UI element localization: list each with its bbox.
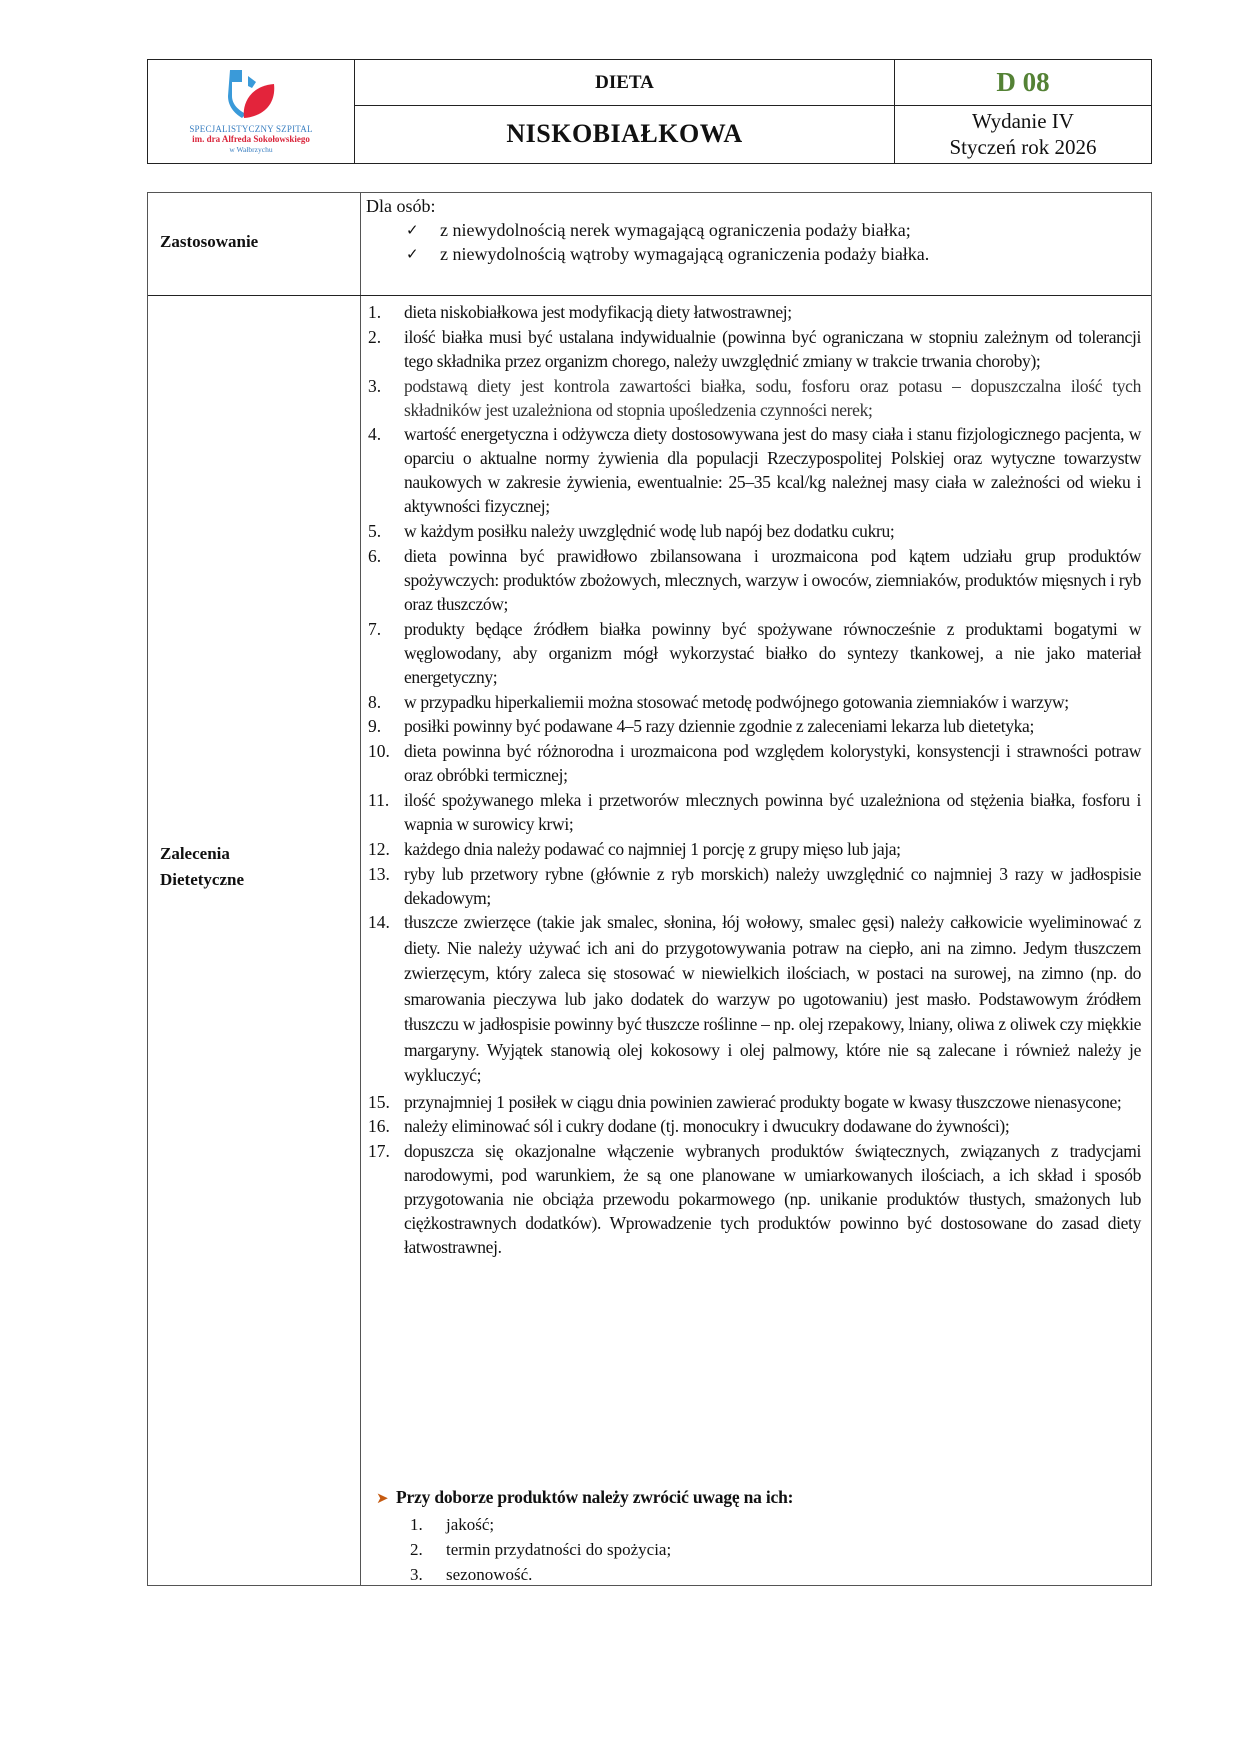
item-text: tłuszcze zwierzęce (takie jak smalec, słonina, łój wołowy, smalec gęsi) należy całkowicie wyeliminować z diety. Nie należy używać ich ani do przygotowywania potraw na ciepło, ani na zimno. Jedym tłuszczem zwierzęcym, który zaleca się stosować w niewielkich ilościach, w postaci na surowej, na zimno (np. do smarowania pieczywa lub jako dodatek do warzyw po ugotowaniu) jest masło. Podstawowym źródłem tłuszczu w jadłospisie powinny być tłuszcze roślinne – np. olej rzepakowy, lniany, oliwa z oliwek czy miękkie margaryny. Wyjątek stanowią olej kokosowy i olej palmowy, które nie są zalecane i również należy je wykluczyć; (404, 912, 1141, 1086)
product-selection-item (410, 1562, 1141, 1587)
item-text: dieta niskobiałkowa jest modyfikacją diety łatwostrawnej; (404, 302, 792, 322)
product-selection-item (410, 1512, 1141, 1537)
item-text: jakość; (446, 1515, 495, 1534)
recommendation-item (368, 714, 1141, 738)
recommendation-item (368, 837, 1141, 861)
recommendations-list (368, 300, 1141, 1260)
logo-line-2: im. dra Alfreda Sokołowskiego (192, 134, 310, 144)
recommendation-item (368, 300, 1141, 324)
recommendation-item (368, 1090, 1141, 1114)
item-number: 4. (368, 424, 382, 445)
application-item (406, 218, 1143, 242)
column-divider (360, 193, 361, 1585)
recommendations-label-line-2: Dietetyczne (160, 870, 245, 889)
item-number: 12. (368, 838, 390, 859)
item-number: 14. (368, 912, 390, 933)
document-title: NISKOBIAŁKOWA (506, 119, 743, 148)
item-number: 1. (410, 1515, 423, 1534)
item-text: termin przydatności do spożycia; (446, 1540, 672, 1559)
meta-cell (895, 60, 1151, 163)
product-selection-item (410, 1537, 1141, 1562)
recommendation-item (368, 1114, 1141, 1138)
recommendation-item (368, 690, 1141, 714)
item-number: 10. (368, 741, 390, 762)
item-text: dopuszcza się okazjonalne włączenie wybranych produktów świątecznych, związanych z tradycjami narodowymi, pod warunkiem, że są one planowane w umiarkowanych ilościach, a ich skład i sposób przygotowania nie obciąża przewodu pokarmowego (np. unikanie produktów tłustych, smażonych lub ciężkostrawnych dodatków). Wprowadzenie tych produktów powinno być dostosowane do zasad diety łatwostrawnej. (404, 1141, 1141, 1258)
recommendation-item (368, 519, 1141, 543)
document-header (147, 59, 1152, 164)
application-intro: Dla osób: (366, 196, 436, 216)
product-selection (376, 1487, 1141, 1587)
item-number: 9. (368, 716, 382, 737)
application-item-text: z niewydolnością wątroby wymagającą ograniczenia podaży białka. (440, 244, 930, 264)
logo-line-1: SPECJALISTYCZNY SZPITAL (189, 124, 313, 134)
recommendations-label-line-1: Zalecenia (160, 844, 230, 863)
product-selection-list (376, 1512, 1141, 1587)
arrow-bullet-icon: ➤ (376, 1488, 389, 1507)
application-item-text: z niewydolnością nerek wymagającą ograniczenia podaży białka; (440, 220, 911, 240)
logo-cell (148, 60, 355, 163)
item-number: 13. (368, 863, 390, 884)
item-text: w każdym posiłku należy uwzględnić wodę lub napój bez dodatku cukru; (404, 521, 895, 542)
item-number: 11. (368, 789, 390, 810)
recommendation-item (368, 739, 1141, 787)
item-text: wartość energetyczna i odżywcza diety dostosowywana jest do masy ciała i stanu fizjologicznego pacjenta, w oparciu o aktualne normy żywienia dla populacji Rzeczypospolitej Polskiej oraz wytyczne towarzystw naukowych w zakresie żywienia, ewentualnie: 25–35 kcal/kg należnej masy ciała w zależności od wieku i aktywności fizycznej; (404, 424, 1141, 517)
recommendation-item (368, 862, 1141, 910)
check-icon: ✓ (406, 221, 419, 239)
title-cell (355, 60, 895, 163)
hospital-logo (148, 60, 354, 163)
item-number: 17. (368, 1141, 390, 1162)
item-number: 3. (368, 375, 382, 396)
recommendation-item (368, 325, 1141, 373)
item-text: w przypadku hiperkaliemii można stosować metodę podwójnego gotowania ziemniaków i warzyw; (404, 691, 1069, 712)
application-item (406, 242, 1143, 266)
recommendations-label (160, 841, 244, 893)
item-text: każdego dnia należy podawać co najmniej 1 porcję z grupy mięso lub jaja; (404, 838, 901, 859)
recommendation-item (368, 422, 1141, 518)
item-number: 15. (368, 1091, 390, 1112)
recommendation-item (368, 788, 1141, 836)
item-text: dieta powinna być różnorodna i urozmaicona pod względem kolorystyki, konsystencji i strawności potraw oraz obróbki termicznej; (404, 741, 1141, 786)
item-number: 6. (368, 545, 382, 566)
item-text: sezonowość. (446, 1565, 533, 1584)
hospital-emblem-icon (226, 68, 278, 124)
document-code: D 08 (996, 67, 1050, 97)
item-text: produkty będące źródłem białka powinny być spożywane równocześnie z produktami bogatymi w węglowodany, aby organizm mógł wykorzystać białko do syntezy tkankowej, a nie jako materiał energetyczny; (404, 618, 1141, 687)
item-number: 3. (410, 1565, 423, 1584)
application-content (366, 193, 1143, 266)
item-text: posiłki powinny być podawane 4–5 razy dziennie zgodnie z zaleceniami lekarza lub dietetyka; (404, 716, 1034, 737)
item-text: ilość spożywanego mleka i przetworów mlecznych powinna być uzależniona od stężenia białka, fosforu i wapnia w surowicy krwi; (404, 789, 1141, 834)
item-number: 2. (368, 326, 382, 347)
item-number: 8. (368, 691, 382, 712)
item-text: dieta powinna być prawidłowo zbilansowana i urozmaicona pod kątem udziału grup produktów spożywczych: produktów zbożowych, mlecznych, warzyw i owoców, ziemniaków, produktów mięsnych i ryb oraz tłuszczów; (404, 545, 1141, 614)
item-text: ilość białka musi być ustalana indywidualnie (powinna być ograniczana w stopniu zależnym od tolerancji tego składnika przez organizm chorego, należy uwzględnić zmiany w trakcie trwania choroby); (404, 326, 1141, 371)
recommendation-item (368, 910, 1141, 1089)
recommendation-item (368, 617, 1141, 689)
item-text: należy eliminować sól i cukry dodane (tj. monocukry i dwucukry dodawane do żywności); (404, 1116, 1010, 1137)
item-number: 5. (368, 521, 382, 542)
item-text: podstawą diety jest kontrola zawartości białka, sodu, fosforu oraz potasu – dopuszczalna ilość tych składników jest uzależniona od stopnia upośledzenia czynności nerek; (404, 375, 1141, 420)
product-selection-heading-text: Przy doborze produktów należy zwrócić uwagę na ich: (396, 1487, 794, 1507)
product-selection-heading (376, 1487, 1141, 1508)
item-number: 2. (410, 1540, 423, 1559)
application-label: Zastosowanie (160, 232, 259, 251)
item-number: 7. (368, 618, 382, 639)
item-text: ryby lub przetwory rybne (głównie z ryb morskich) należy uwzględnić co najmniej 3 razy w jadłospisie dekadowym; (404, 863, 1141, 908)
check-icon: ✓ (406, 245, 419, 263)
recommendation-item (368, 374, 1141, 422)
row-divider (148, 295, 1151, 296)
logo-line-3: w Wałbrzychu (229, 145, 273, 154)
item-text: przynajmniej 1 posiłek w ciągu dnia powinien zawierać produkty bogate w kwasy tłuszczowe nienasycone; (404, 1091, 1122, 1112)
edition: Wydanie IV (972, 109, 1074, 133)
item-number: 1. (368, 302, 382, 322)
edition-date: Styczeń rok 2026 (949, 135, 1097, 159)
recommendation-item (368, 544, 1141, 616)
item-number: 16. (368, 1116, 390, 1137)
document-category: DIETA (595, 71, 654, 93)
recommendation-item (368, 1139, 1141, 1259)
diet-table (147, 192, 1152, 1586)
